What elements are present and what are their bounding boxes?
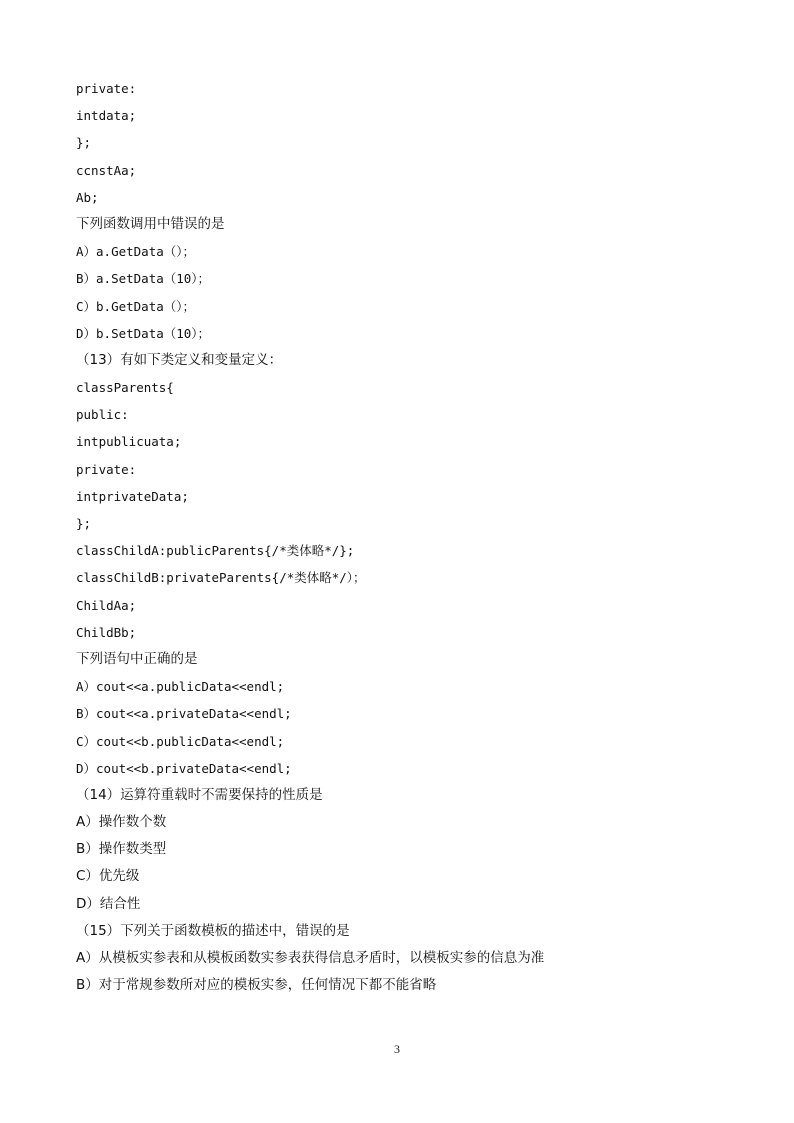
- text-line: （15）下列关于函数模板的描述中，错误的是: [76, 922, 350, 939]
- text-line: public:: [76, 407, 129, 423]
- text-line: B）cout<<a.privateData<<endl;: [76, 706, 292, 722]
- text-line: B）操作数类型: [76, 841, 167, 858]
- text-line: A）cout<<a.publicData<<endl;: [76, 679, 285, 695]
- text-line: classChildB:privateParents{/*类体略*/）；: [76, 570, 366, 586]
- text-line: D）b.SetData（10）；: [76, 325, 211, 341]
- page-body: [76, 75, 736, 999]
- text-line: A）操作数个数: [76, 814, 167, 831]
- text-line: intpublicuata;: [76, 434, 182, 450]
- text-line: D）结合性: [76, 895, 141, 912]
- text-line: intprivateData;: [76, 488, 189, 504]
- text-line: private:: [76, 461, 137, 477]
- text-line: B）a.SetData（10）；: [76, 271, 211, 287]
- text-line: C）cout<<b.publicData<<endl;: [76, 733, 285, 749]
- text-line: Ab;: [76, 189, 99, 205]
- text-line: private:: [76, 81, 137, 96]
- text-line: 下列函数调用中错误的是: [76, 215, 225, 232]
- text-line: 下列语句中正确的是: [76, 650, 198, 667]
- text-line: ChildAa;: [76, 597, 137, 613]
- text-line: };: [76, 516, 92, 531]
- text-line: A）从模板实参表和从模板函数实参表获得信息矛盾时，以模板实参的信息为准: [76, 950, 545, 966]
- text-line: （14）运算符重载时不需要保持的性质是: [76, 786, 323, 803]
- text-line: A）a.GetData（）；: [76, 244, 196, 260]
- text-line: classChildA:publicParents{/*类体略*/};: [76, 543, 355, 559]
- text-line: （13）有如下类定义和变量定义：: [76, 351, 283, 368]
- text-line: };: [76, 135, 92, 151]
- text-line: C）优先级: [76, 868, 140, 885]
- text-line: D）cout<<b.privateData<<endl;: [76, 760, 292, 776]
- text-line: ccnstAa;: [76, 162, 137, 178]
- text-line: C）b.GetData（）；: [76, 298, 196, 314]
- text-line: intdata;: [76, 108, 137, 124]
- text-line: ChildBb;: [76, 624, 137, 640]
- page-number: 3: [394, 1042, 400, 1056]
- text-line: B）对于常规参数所对应的模板实参，任何情况下都不能省略: [76, 977, 437, 994]
- text-line: classParents{: [76, 380, 174, 396]
